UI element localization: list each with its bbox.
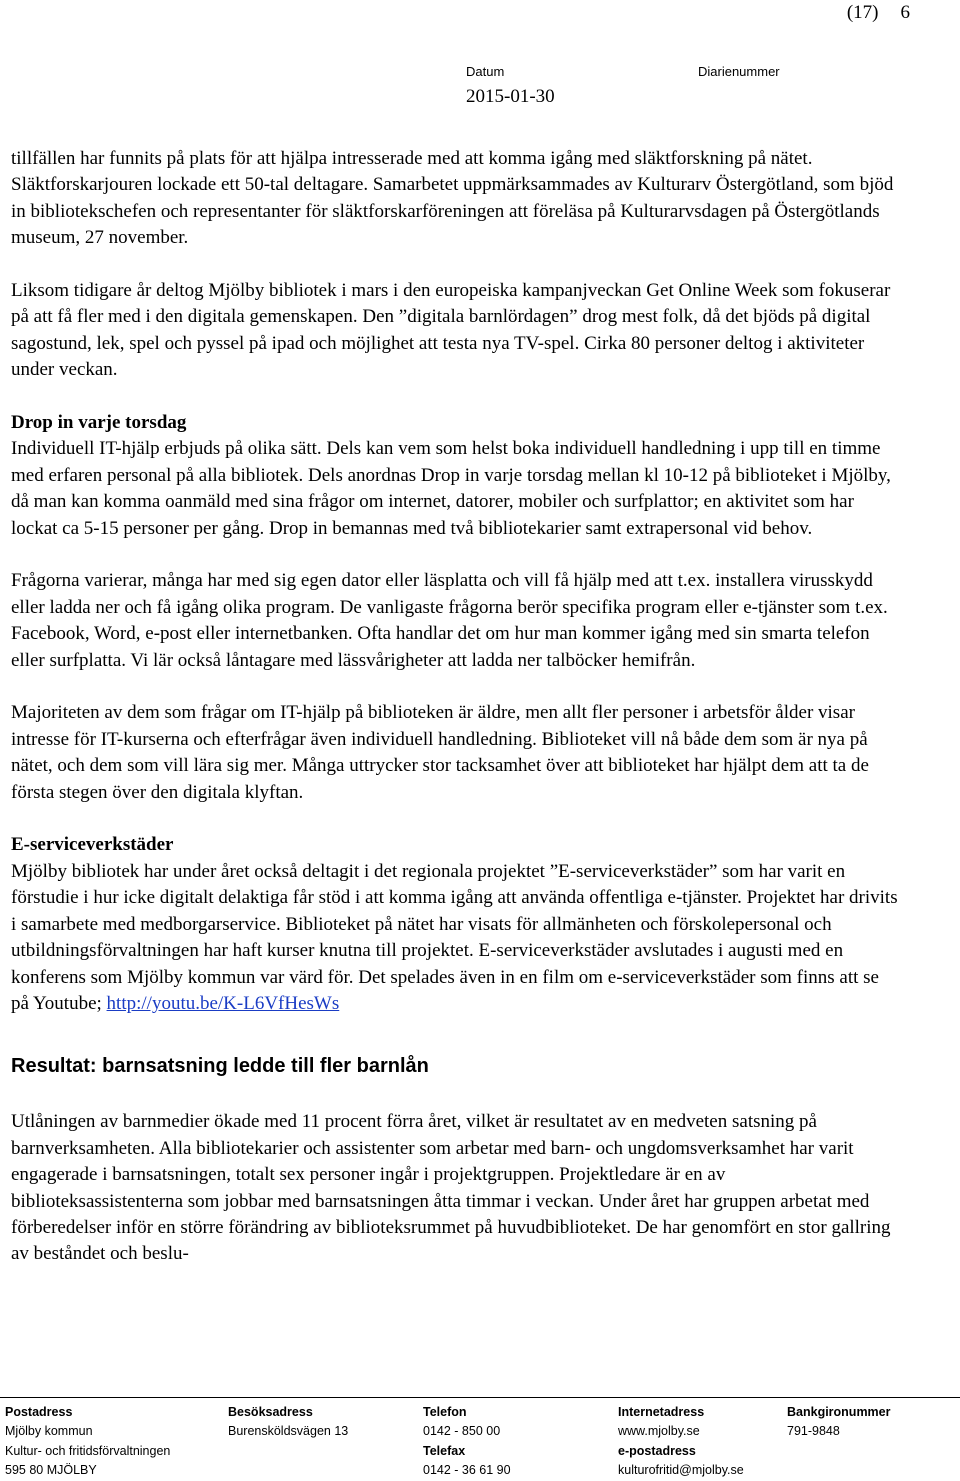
telefax-value: 0142 - 36 61 90 bbox=[423, 1463, 511, 1478]
paragraph-slaktforskning: tillfällen har funnits på plats för att hjälpa intresserade med att komma igång med släktforskning på nätet. Släktforskarjouren lockade ett 50-tal deltagare. Samarbetet uppmärksammades av Kulturarv Östergötland, som bjöd in bibliotekschefen och representanter för släktforskarföreningen att föreläsa på Kulturarvsdagen på Östergötlands museum, 27 november. bbox=[11, 148, 894, 249]
paragraph-questions: Frågorna varierar, många har med sig egen dator eller läsplatta och vill få hjälp med att t.ex. installera virusskydd eller ladda ner och få igång olika program. De vanligaste frågorna berör specifika program eller e-tjänster som t.ex. Facebook, Word, e-post eller internetbanken. Ofta handlar det om hur man kommer igång med sin smarta telefon eller surfplatta. Vi lär också låntagare med lässvårigheter att ladda ner talböcker hemifrån. bbox=[11, 570, 888, 671]
telefon-value: 0142 - 850 00 bbox=[423, 1424, 501, 1439]
heading-drop-in: Drop in varje torsdag bbox=[11, 412, 187, 434]
postadress-label: Postadress bbox=[5, 1405, 73, 1419]
besoksadress-value: Burensköldsvägen 13 bbox=[228, 1424, 349, 1439]
bankgiro-label: Bankgironummer bbox=[787, 1405, 891, 1419]
section-heading-resultat: Resultat: barnsatsning ledde till fler barnlån bbox=[11, 1055, 429, 1078]
date-label: Datum bbox=[466, 64, 505, 79]
footer-besoksadress bbox=[228, 1403, 348, 1442]
document-body bbox=[11, 146, 901, 1268]
epost-value[interactable]: kulturofritid@mjolby.se bbox=[618, 1463, 744, 1478]
heading-e-serviceverkstader: E-serviceverkstäder bbox=[11, 834, 174, 856]
bankgiro-value: 791-9848 bbox=[787, 1424, 840, 1439]
paragraph-majority: Majoriteten av dem som frågar om IT-hjälp på biblioteken är äldre, men allt fler personer i arbetsför ålder visar intresse för IT-kurserna och efterfrågar även individuell handledning. Biblioteket vill nå både dem som är nya på nätet, och dem som vill lära sig mer. Många uttrycker stor tacksamhet över att biblioteket har hjälpt dem att ta de första stegen över den digitala klyftan. bbox=[11, 702, 869, 803]
page-number bbox=[847, 2, 910, 24]
footer-postadress bbox=[5, 1403, 170, 1481]
internetadress-label: Internetadress bbox=[618, 1405, 705, 1419]
paragraph-it-help: Individuell IT-hjälp erbjuds på olika sätt. Dels kan vem som helst boka individuell handledning i upp till en timme med erfaren personal på alla bibliotek. Dels anordnas Drop in varje torsdag mellan kl 10-12 på biblioteket i Mjölby, då man kan komma oanmäld med sina frågor om internet, datorer, mobiler och surfplattor; en aktivitet som har lockat ca 5-15 personer per gång. Drop in bemannas med två bibliotekarier samt extrapersonal vid behov. bbox=[11, 438, 891, 539]
footer-telefon bbox=[423, 1403, 511, 1481]
telefon-label: Telefon bbox=[423, 1405, 467, 1419]
postadress-line3: 595 80 MJÖLBY bbox=[5, 1463, 97, 1478]
telefax-label: Telefax bbox=[423, 1443, 466, 1458]
paragraph-barnsatsning: Utlåningen av barnmedier ökade med 11 procent förra året, vilket är resultatet av en medveten satsning på barnverksamheten. Alla bibliotekarier och assistenter som arbetar med barn- och ungdomsverksamhet har varit engagerade i barnsatsningen, totalt sex personer ingår i projektgruppen. Projektledare är en av biblioteksassistenterna som jobbar med barnsatsningen åtta timmar i veckan. Under året har gruppen arbetat med förberedelser inför en större förändring av biblioteksrummet på huvudbiblioteket. De har genomfört en stor gallring av beståndet och beslu- bbox=[11, 1111, 891, 1265]
paragraph-get-online-week: Liksom tidigare år deltog Mjölby bibliotek i mars i den europeiska kampanjveckan Get Online Week som fokuserar på att få fler med i den digitala gemenskapen. Den ”digitala barnlördagen” drog mest folk, då det bjöds på digital sagostund, lek, spel och pyssel på ipad och möjlighet att testa nya TV-spel. Cirka 80 personer deltog i aktiviteter under veckan. bbox=[11, 280, 891, 381]
postadress-line1: Mjölby kommun bbox=[5, 1424, 93, 1439]
epost-label: e-postadress bbox=[618, 1443, 696, 1458]
footer bbox=[0, 1397, 960, 1480]
diarienummer-label: Diarienummer bbox=[698, 64, 780, 79]
internetadress-value[interactable]: www.mjolby.se bbox=[618, 1424, 700, 1439]
paragraph-e-service-text: Mjölby bibliotek har under året också deltagit i det regionala projektet ”E-serviceverkstäder” som har varit en förstudie i hur icke digitalt delaktiga får stöd i att komma igång att använda offentliga e-tjänster. Projektet har drivits i samarbete med medborgarservice. Biblioteket på nätet har visats för allmänheten och förskolepersonal och utbildningsförvaltningen har haft kurser knutna till projektet. E-serviceverkstäder avslutades i augusti med en konferens som Mjölby kommun var värd för. Det spelades även in en film om e-serviceverkstäder som finns att se på Youtube; bbox=[11, 860, 898, 1014]
youtube-link[interactable]: http://youtu.be/K-L6VfHesWs bbox=[106, 992, 340, 1014]
paragraph-e-service bbox=[11, 859, 901, 1017]
page-count: (17) bbox=[846, 2, 879, 23]
postadress-line2: Kultur- och fritidsförvaltningen bbox=[5, 1443, 171, 1458]
footer-bankgiro bbox=[787, 1403, 891, 1442]
footer-internet bbox=[618, 1403, 744, 1481]
page-index: 6 bbox=[900, 2, 910, 23]
date-value: 2015-01-30 bbox=[466, 86, 555, 107]
besoksadress-label: Besöksadress bbox=[228, 1405, 313, 1419]
